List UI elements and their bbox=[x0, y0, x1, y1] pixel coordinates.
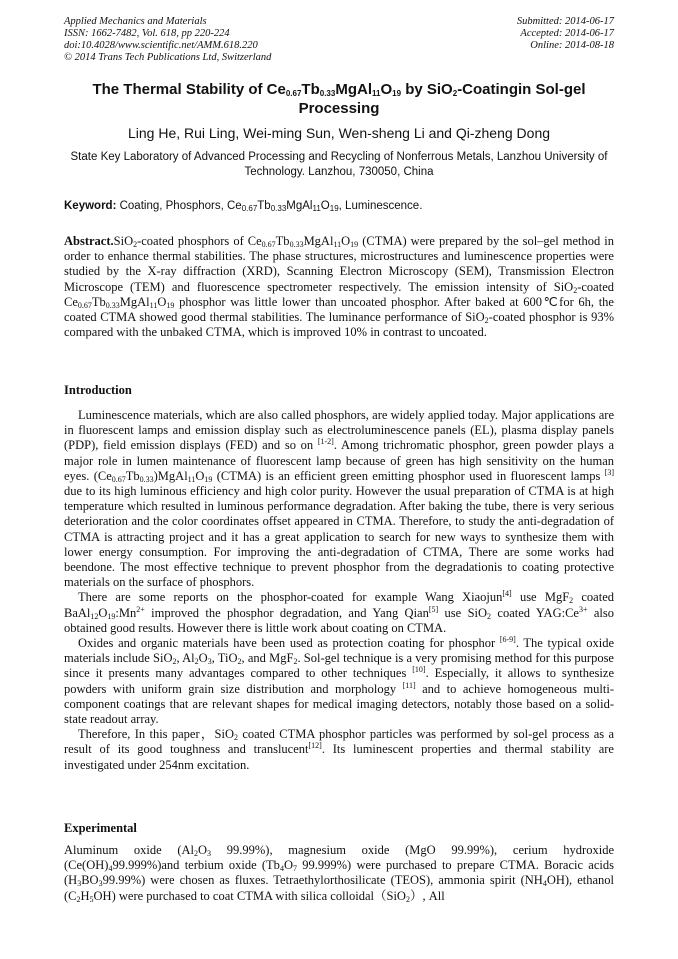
keywords-text: Coating, Phosphors, $Ce_{0.67}Tb_{0.33}MgAl_{11}O_{19}$, Luminescence. bbox=[116, 200, 423, 213]
experimental-paragraph: Aluminum oxide ($Al_2O_3$ 99.99%), magnesium oxide (MgO 99.99%), cerium hydroxide $(Ce(OH)_499.999\%)and$ terbium oxide ($Tb_4O_7$ 99.999%) were purchased to prepare CTMA. Boracic acids $(H_3BO_399.99\%)$ were chosen as fluxes. Tetraethylorthosilicate (TEOS), ammonia spirit $(NH_4OH)$, ethanol $(C_2H_5OH)$ were purchased to coat CTMA with silica colloidal（SiO$_2$）, All bbox=[64, 843, 614, 904]
introduction-body bbox=[64, 408, 614, 773]
dates-header bbox=[517, 16, 614, 52]
author-list: Ling He, Rui Ling, Wei-ming Sun, Wen-sheng Li and Qi-zheng Dong bbox=[127, 125, 551, 141]
copyright-line: © 2014 Trans Tech Publications Ltd, Switzerland bbox=[64, 52, 272, 63]
intro-paragraph: Luminescence materials, which are also called phosphors, are widely applied today. Major applications are in fluorescent lamps and emission display such as electroluminescence panels (EL), plasma display panels (PDP), field emission displays (FED) and so on [1-2]. Among trichromatic phosphor, green powder plays a major role in lumen maintenance of fluorescent lamp because of green has high sensitivity on the human eyes. $(Ce_{0.67}Tb_{0.33})MgAl_{11}O_{19}$ (CTMA) is an efficient green emitting phosphor used in fluorescent lamps [3] due to its high luminous efficiency and high color purity. However the usual preparation of CTMA is at high temperature which resulted in luminous performance degradation. After baking the tube, there is very serious deterioration and the color coordinates offset appeared in CTMA. Therefore, to study the anti-degradation of CTMA is attracting project and it has a great application to search for new ways to synthesize them with lower energy consumption. For improving the anti-degradation of CTMA, There are some works had beendone. The most effective technique to prevent phosphor from the degradationis to coating protective materials on the surface of phosphors. bbox=[64, 408, 614, 590]
intro-paragraph: There are some reports on the phosphor-coated for example Wang Xiaojun[4] use MgF$_2$ coated $BaAl_{12}O_{19}:Mn^{2+}$ improved the phosphor degradation, and Yang Qian[5] use SiO$_2$ coated $YAG:Ce^{3+}$ also obtained good results. However there is little work about coating on CTMA. bbox=[64, 589, 614, 635]
issn-line: ISSN: 1662-7482, Vol. 618, pp 220-224 bbox=[64, 28, 230, 39]
abstract-label: Abstract. bbox=[64, 234, 114, 248]
online-date: Online: 2014-08-18 bbox=[530, 40, 614, 51]
abstract-text: SiO$_2$-coated phosphors of $Ce_{0.67}Tb_{0.33}MgAl_{11}O_{19}$ (CTMA) were prepared by the sol–gel method in order to enhance thermal stabilities. The phase structures, microstructures and luminescence properties were studied by the X-ray diffraction (XRD), Scanning Electron Microscopy (SEM), Transmission Electron Microscope (TEM) and fluorescence spectrometer respectively. The emission intensity of SiO$_2$-coated $Ce_{0.67}Tb_{0.33}MgAl_{11}O_{19}$ phosphor was little lower than uncoated phosphor. After baked at 600℃for 6h, the coated CTMA showed good thermal stabilities. The luminance performance of SiO$_2$-coated phosphor is 93% compared with the unbaked CTMA, which is improved 10% in contrast to uncoated. bbox=[64, 234, 614, 340]
journal-name: Applied Mechanics and Materials bbox=[64, 16, 207, 27]
abstract bbox=[64, 234, 614, 340]
keywords bbox=[64, 199, 614, 214]
doi-line[interactable]: doi:10.4028/www.scientific.net/AMM.618.220 bbox=[64, 40, 258, 51]
intro-paragraph: Therefore, In this paper，SiO$_2$ coated CTMA phosphor particles was performed by sol-gel process as a result of its good toughness and translucent[12]. Its luminescent properties and thermal stability are investigated under 254nm excitation. bbox=[64, 727, 614, 772]
experimental-body bbox=[64, 843, 614, 904]
affiliation: State Key Laboratory of Advanced Processing and Recycling of Nonferrous Metals, Lanzhou University of Technology. Lanzhou, 730050, China bbox=[70, 151, 608, 178]
submitted-date: Submitted: 2014-06-17 bbox=[516, 16, 614, 27]
keywords-label: Keyword: bbox=[64, 200, 117, 212]
paper-title: The Thermal Stability of $Ce_{0.67}Tb_{0.33}MgAl_{11}O_{19}$ by SiO$_2$-Coatingin Sol-gel Processing bbox=[92, 81, 586, 117]
intro-paragraph: Oxides and organic materials have been used as protection coating for phosphor [6-9]. The typical oxide materials include SiO$_2$, $Al_2O_3$, TiO$_2$, and MgF$_2$. Sol-gel technique is a very promising method for this purpose since it presents many advantages compared to other techniques [10]. Especially, it allows to synthesize powders with uniform grain size distribution and morphology [11] and to achieve homogeneous multi-component coatings that are relevant shapes for medical imaging detectors, notably those based on a solid-state readout array. bbox=[64, 635, 614, 727]
accepted-date: Accepted: 2014-06-17 bbox=[520, 28, 614, 39]
journal-header bbox=[64, 16, 271, 64]
experimental-heading: Experimental bbox=[64, 821, 137, 835]
introduction-heading: Introduction bbox=[64, 383, 132, 397]
